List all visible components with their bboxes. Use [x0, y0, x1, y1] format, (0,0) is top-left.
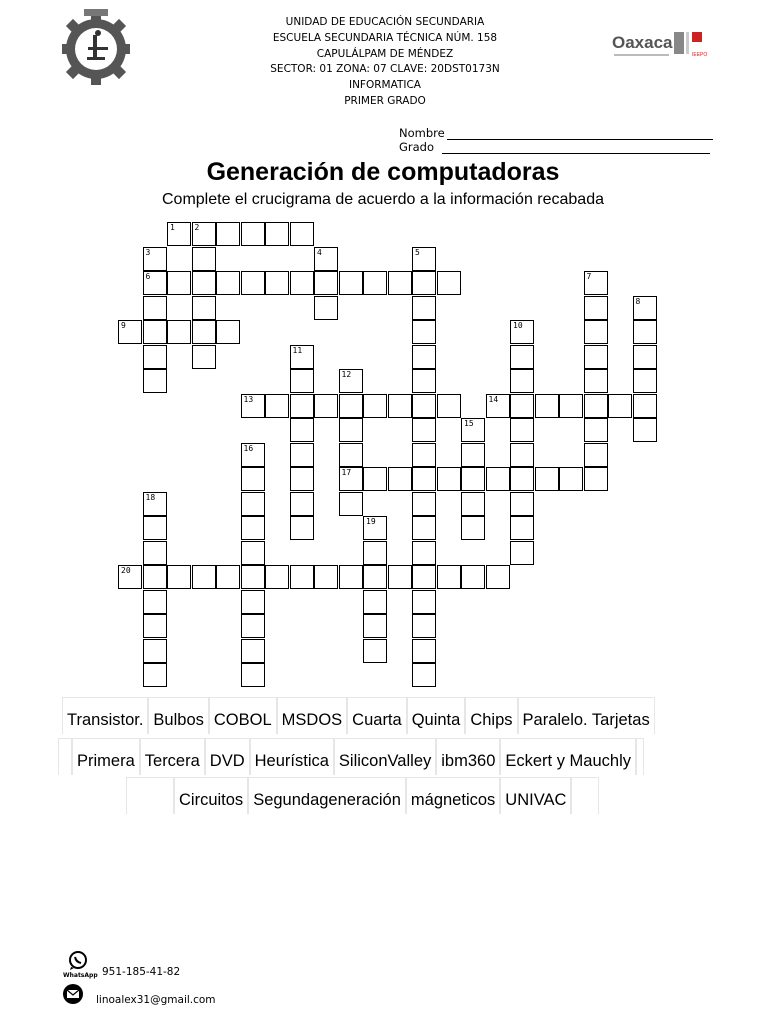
crossword-cell[interactable] [510, 541, 534, 565]
crossword-cell[interactable] [241, 394, 265, 418]
crossword-cell[interactable] [290, 271, 314, 295]
clue-number: 13 [243, 394, 254, 404]
clue-number: 4 [317, 247, 322, 257]
word-bank-item: Quinta [407, 697, 466, 734]
word-bank-row-1 [62, 697, 655, 734]
crossword-cell[interactable] [339, 271, 363, 295]
clue-number: 14 [488, 394, 499, 404]
crossword-cell[interactable] [363, 590, 387, 614]
crossword-cell[interactable] [584, 418, 608, 442]
crossword-cell[interactable] [290, 492, 314, 516]
crossword-cell[interactable] [167, 565, 191, 589]
crossword-cell[interactable] [486, 467, 510, 491]
crossword-cell[interactable] [363, 565, 387, 589]
word-bank-row-3 [126, 777, 599, 814]
crossword-cell[interactable] [510, 394, 534, 418]
crossword-cell[interactable] [241, 271, 265, 295]
crossword-cell[interactable] [363, 614, 387, 638]
crossword-cell[interactable] [388, 565, 412, 589]
word-bank-spacer [636, 738, 644, 775]
crossword-cell[interactable] [143, 369, 167, 393]
crossword-cell[interactable] [314, 565, 338, 589]
clue-number: 8 [635, 296, 641, 306]
crossword-cell[interactable] [510, 467, 534, 491]
clue-number: 1 [170, 223, 175, 232]
word-bank-item: SiliconValley [334, 738, 436, 775]
crossword-cell[interactable] [510, 369, 534, 393]
crossword-cell[interactable] [461, 492, 485, 516]
crossword-cell[interactable] [241, 663, 265, 687]
crossword-cell[interactable] [633, 369, 657, 393]
crossword-cell[interactable] [412, 639, 436, 663]
clue-number: 17 [341, 468, 352, 477]
crossword-cell[interactable] [143, 639, 167, 663]
header-line: INFORMATICA [348, 79, 421, 92]
crossword-cell[interactable] [461, 516, 485, 540]
grade-label: Grado [399, 140, 435, 154]
crossword-cell[interactable] [339, 418, 363, 442]
word-bank-item: Chips [465, 697, 517, 734]
crossword-cell[interactable] [241, 590, 265, 614]
crossword-cell[interactable] [412, 345, 436, 369]
crossword-cell[interactable] [633, 394, 657, 418]
crossword-cell[interactable] [535, 467, 559, 491]
whatsapp-contact [62, 950, 180, 978]
crossword-cell[interactable] [461, 467, 485, 491]
crossword-cell[interactable] [608, 394, 632, 418]
crossword-cell[interactable] [412, 492, 436, 516]
crossword-cell[interactable] [143, 345, 167, 369]
crossword-cell[interactable] [510, 516, 534, 540]
crossword-cell[interactable] [265, 222, 289, 246]
crossword-cell[interactable] [412, 296, 436, 320]
header-line: UNIDAD DE EDUCACIÓN SECUNDARIA [285, 16, 485, 28]
crossword-cell[interactable] [559, 467, 583, 491]
crossword-cell[interactable] [265, 271, 289, 295]
clue-number: 15 [464, 419, 474, 428]
crossword-cell[interactable] [290, 345, 314, 369]
crossword-cell[interactable] [143, 663, 167, 687]
crossword-cell[interactable] [412, 541, 436, 565]
crossword-cell[interactable] [559, 394, 583, 418]
word-bank-item: Eckert y Mauchly [500, 738, 636, 775]
word-bank-item: ibm360 [436, 738, 500, 775]
crossword-cell[interactable] [290, 565, 314, 589]
word-bank-spacer [126, 777, 174, 814]
email-icon [62, 983, 84, 1005]
crossword-cell[interactable] [143, 590, 167, 614]
crossword-cell[interactable] [314, 271, 338, 295]
crossword-cell[interactable] [241, 541, 265, 565]
clue-number: 2 [194, 223, 200, 232]
header-line: PRIMER GRADO [344, 94, 426, 107]
whatsapp-label: WhatsApp [63, 972, 98, 979]
crossword-cell[interactable] [143, 565, 167, 589]
crossword-cell[interactable] [584, 443, 608, 467]
oaxaca-logo-text: Oaxaca [612, 33, 673, 52]
student-fields [399, 126, 713, 154]
crossword-cell[interactable] [290, 222, 314, 246]
clue-number: 5 [415, 247, 420, 257]
word-bank-item: Paralelo. Tarjetas [518, 697, 655, 734]
crossword-cell[interactable] [584, 296, 608, 320]
name-label: Nombre [399, 126, 445, 140]
crossword-cell[interactable] [143, 271, 167, 295]
crossword-cell[interactable] [241, 614, 265, 638]
crossword-cell[interactable] [314, 296, 338, 320]
crossword-cell[interactable] [265, 394, 289, 418]
crossword-cell[interactable] [290, 467, 314, 491]
crossword-cell[interactable] [241, 516, 265, 540]
crossword-cell[interactable] [461, 565, 485, 589]
clue-number: 18 [145, 492, 156, 502]
crossword-cell[interactable] [290, 443, 314, 467]
crossword-cell[interactable] [192, 565, 216, 589]
crossword-cell[interactable] [584, 320, 608, 344]
crossword-cell[interactable] [192, 345, 216, 369]
crossword-cell[interactable] [167, 320, 191, 344]
word-bank-item: UNIVAC [500, 777, 571, 814]
crossword-cell[interactable] [412, 394, 436, 418]
crossword-cell[interactable] [290, 394, 314, 418]
crossword-cell[interactable] [363, 394, 387, 418]
crossword-cell[interactable] [412, 614, 436, 638]
crossword-cell[interactable] [412, 565, 436, 589]
crossword-cell[interactable] [363, 639, 387, 663]
clue-number: 11 [292, 345, 303, 355]
crossword-cell[interactable] [192, 320, 216, 344]
header-line: SECTOR: 01 ZONA: 07 CLAVE: 20DST0173N [270, 63, 500, 76]
crossword-cell[interactable] [437, 565, 461, 589]
word-bank-item: Bulbos [148, 697, 208, 734]
name-line [447, 128, 713, 140]
crossword-cell[interactable] [339, 492, 363, 516]
crossword-cell[interactable] [437, 394, 461, 418]
page-subtitle: Complete el crucigrama de acuerdo a la información recabada [161, 191, 604, 208]
clue-number: 7 [586, 272, 592, 281]
crossword-cell[interactable] [241, 443, 265, 467]
crossword-cell[interactable] [339, 394, 363, 418]
crossword-cell[interactable] [412, 590, 436, 614]
crossword-cell[interactable] [143, 296, 167, 320]
phone-number: 951-185-41-82 [102, 966, 181, 978]
crossword-cell[interactable] [412, 516, 436, 540]
clue-number: 9 [121, 321, 126, 330]
word-bank-item: MSDOS [277, 697, 348, 734]
crossword-cell[interactable] [388, 467, 412, 491]
crossword-cell[interactable] [192, 296, 216, 320]
crossword-cell[interactable] [143, 541, 167, 565]
crossword-cell[interactable] [192, 271, 216, 295]
crossword-cell[interactable] [143, 516, 167, 540]
crossword-cell[interactable] [412, 467, 436, 491]
crossword-cell[interactable] [412, 418, 436, 442]
crossword-cell[interactable] [143, 247, 167, 271]
crossword-cell[interactable] [143, 614, 167, 638]
crossword-cell[interactable] [412, 369, 436, 393]
crossword-cell[interactable] [584, 271, 608, 295]
crossword-cell[interactable] [584, 394, 608, 418]
crossword-cell[interactable] [388, 394, 412, 418]
crossword-cell[interactable] [510, 492, 534, 516]
header-line: CAPULÁLPAM DE MÉNDEZ [316, 47, 454, 60]
word-bank-item: Circuitos [174, 777, 248, 814]
word-bank-item: Heurística [250, 738, 334, 775]
crossword-cell[interactable] [633, 320, 657, 344]
crossword-cell[interactable] [339, 443, 363, 467]
crossword-cell[interactable] [192, 222, 216, 246]
crossword-cell[interactable] [584, 369, 608, 393]
word-bank-item: Segundageneración [248, 777, 406, 814]
crossword-cell[interactable] [241, 492, 265, 516]
crossword-cell[interactable] [314, 247, 338, 271]
clue-number: 6 [145, 272, 151, 281]
page-title: Generación de computadoras [206, 158, 560, 186]
crossword-cell[interactable] [510, 320, 534, 344]
crossword-cell[interactable] [241, 467, 265, 491]
clue-number: 3 [145, 247, 151, 257]
school-logo [60, 5, 132, 87]
crossword-cell[interactable] [216, 222, 240, 246]
word-bank-spacer [58, 738, 72, 775]
crossword-cell[interactable] [118, 565, 142, 589]
word-bank-item: DVD [205, 738, 250, 775]
crossword-cell[interactable] [363, 516, 387, 540]
word-bank-item: Tercera [140, 738, 205, 775]
crossword-cell[interactable] [339, 565, 363, 589]
school-header [240, 15, 530, 110]
crossword-cell[interactable] [167, 222, 191, 246]
whatsapp-icon [62, 950, 98, 979]
crossword-cell[interactable] [167, 271, 191, 295]
crossword-cell[interactable] [143, 320, 167, 344]
crossword-cell[interactable] [265, 565, 289, 589]
crossword-cell[interactable] [437, 271, 461, 295]
crossword-cell[interactable] [339, 467, 363, 491]
crossword-cell[interactable] [216, 271, 240, 295]
crossword-cell[interactable] [510, 443, 534, 467]
crossword-cell[interactable] [363, 467, 387, 491]
crossword-cell[interactable] [633, 418, 657, 442]
word-bank-item: mágneticos [406, 777, 500, 814]
crossword-cell[interactable] [412, 443, 436, 467]
clue-number: 12 [341, 370, 352, 379]
email-address: linoalex31@gmail.com [96, 994, 216, 1006]
crossword-cell[interactable] [241, 565, 265, 589]
crossword-cell[interactable] [216, 565, 240, 589]
crossword-cell[interactable] [216, 320, 240, 344]
word-bank-row-2 [58, 738, 644, 775]
grade-line [442, 142, 710, 154]
crossword-cell[interactable] [192, 247, 216, 271]
ieepo-logo-text: IEEPO [692, 52, 708, 58]
word-bank-item: Transistor. [62, 697, 148, 734]
crossword-cell[interactable] [535, 394, 559, 418]
crossword-cell[interactable] [486, 565, 510, 589]
crossword-cell[interactable] [290, 516, 314, 540]
crossword-cell[interactable] [314, 394, 338, 418]
crossword-cell[interactable] [461, 443, 485, 467]
word-bank-item: Primera [72, 738, 140, 775]
crossword-cell[interactable] [118, 320, 142, 344]
crossword-cell[interactable] [461, 418, 485, 442]
crossword-cell[interactable] [633, 345, 657, 369]
clue-number: 20 [121, 566, 131, 575]
crossword-cell[interactable] [241, 639, 265, 663]
crossword-cell[interactable] [584, 345, 608, 369]
crossword-cell[interactable] [388, 271, 412, 295]
crossword-cell[interactable] [412, 247, 436, 271]
crossword-cell[interactable] [241, 222, 265, 246]
crossword-cell[interactable] [510, 418, 534, 442]
crossword-cell[interactable] [412, 663, 436, 687]
word-bank-item: COBOL [209, 697, 277, 734]
crossword-cell[interactable] [363, 271, 387, 295]
crossword-cell[interactable] [290, 369, 314, 393]
crossword-cell[interactable] [339, 369, 363, 393]
clue-number: 19 [366, 517, 376, 526]
email-contact [62, 982, 216, 1006]
crossword-cell[interactable] [290, 418, 314, 442]
word-bank-spacer [571, 777, 599, 814]
crossword-cell[interactable] [412, 271, 436, 295]
crossword-cell[interactable] [633, 296, 657, 320]
crossword-cell[interactable] [486, 394, 510, 418]
clue-number: 10 [513, 321, 523, 330]
crossword-cell[interactable] [143, 492, 167, 516]
clue-number: 16 [243, 443, 254, 453]
crossword-cell[interactable] [412, 320, 436, 344]
crossword-cell[interactable] [363, 541, 387, 565]
word-bank-item: Cuarta [347, 697, 407, 734]
header-line: ESCUELA SECUNDARIA TÉCNICA NÚM. 158 [272, 31, 498, 44]
oaxaca-ieepo-logos [612, 26, 722, 62]
crossword-cell[interactable] [437, 467, 461, 491]
crossword-cell[interactable] [510, 345, 534, 369]
crossword-cell[interactable] [584, 467, 608, 491]
